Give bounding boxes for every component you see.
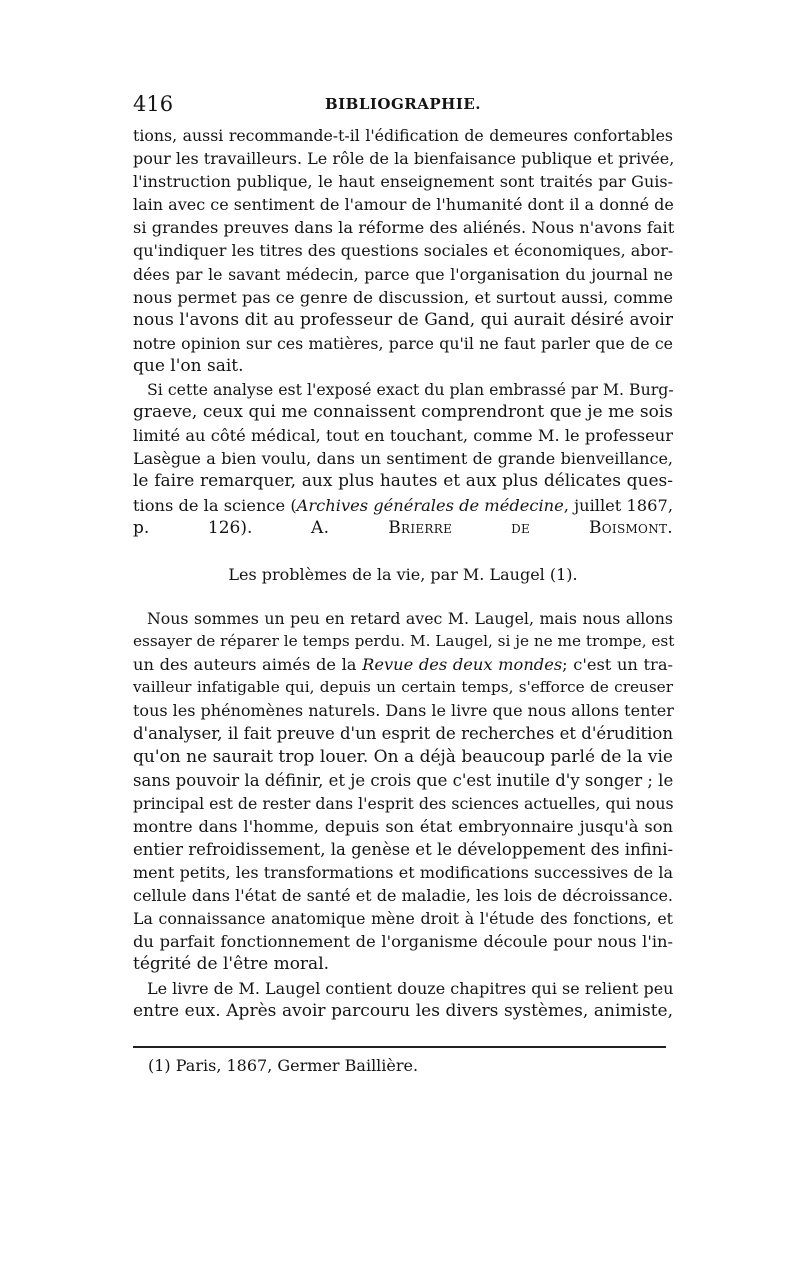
text-line: limité au côté médical, tout en touchant, comme M. le professeur — [133, 426, 673, 446]
text-line: que l'on sait. — [133, 355, 244, 376]
text-line: essayer de réparer le temps perdu. M. Laugel, si je ne me trompe, est — [133, 632, 675, 651]
text-line: La connaissance anatomique mène droit à l'étude des fonctions, et — [133, 909, 673, 929]
text-line: vailleur infatigable qui, depuis un certain temps, s'efforce de creuser — [133, 678, 673, 697]
text-line: si grandes preuves dans la réforme des aliénés. Nous n'avons fait — [133, 218, 675, 238]
text-line: tions, aussi recommande-t-il l'édification de demeures confortables — [133, 126, 673, 145]
footnote-rule — [133, 1046, 666, 1048]
text-line: Le livre de M. Laugel contient douze chapitres qui se relient peu — [147, 978, 674, 998]
text-line: dées par le savant médecin, parce que l'organisation du journal ne — [133, 264, 673, 284]
text-line: tégrité de l'être moral. — [133, 954, 330, 975]
text-line: Lasègue a bien voulu, dans un sentiment de grande bienveillance, — [133, 449, 673, 469]
text-line: nous l'avons dit au professeur de Gand, qui aurait désiré avoir — [133, 309, 673, 330]
text-line: le faire remarquer, aux plus hautes et aux plus délicates ques- — [133, 471, 673, 492]
citation-after: , juillet 1867, — [563, 495, 673, 515]
text-line: Nous sommes un peu en retard avec M. Laugel, mais nous allons — [147, 609, 673, 628]
footnote: (1) Paris, 1867, Germer Baillière. — [148, 1056, 419, 1075]
text-line: graeve, ceux qui me connaissent comprendront que je me sois — [133, 402, 673, 423]
citation-page: p. 126). — [133, 517, 253, 538]
revue-title: Revue des deux mondes — [362, 655, 563, 675]
text-line: du parfait fonctionnement de l'organisme découle pour nous l'in- — [133, 932, 673, 952]
text-line: l'instruction publique, le haut enseignement sont traités par Guis- — [133, 172, 673, 192]
text-line: d'analyser, il fait preuve d'un esprit de recherches et d'érudition — [133, 724, 673, 744]
review-laugel — [133, 607, 673, 1023]
text-line: sans pouvoir la définir, et je crois que c'est inutile d'y songer ; le — [133, 770, 674, 790]
text-line: Si cette analyse est l'exposé exact du plan embrassé par M. Burg- — [147, 380, 674, 400]
review-continuation — [133, 124, 673, 540]
text-line: entre eux. Après avoir parcouru les divers systèmes, animiste, — [133, 1000, 673, 1021]
text-line: pour les travailleurs. Le rôle de la bienfaisance publique et privée, — [133, 149, 675, 169]
text-line: qu'indiquer les titres des questions sociales et économiques, abor- — [133, 241, 674, 261]
journal-title: Archives générales de médecine — [296, 495, 564, 515]
page-number: 416 — [133, 92, 174, 116]
citation-before: tions de la science ( — [133, 495, 297, 515]
revue-line — [133, 653, 673, 676]
section-title: Les problèmes de la vie, par M. Laugel (1). — [228, 565, 578, 584]
text-line: notre opinion sur ces matières, parce qu'il ne faut parler que de ce — [133, 333, 673, 353]
text-line: montre dans l'homme, depuis son état embryonnaire jusqu'à son — [133, 816, 673, 836]
text-line: principal est de rester dans l'esprit des sciences actuelles, qui nous — [133, 793, 674, 813]
review-author: A. Brierre de Boismont. — [311, 517, 673, 538]
text-line: lain avec ce sentiment de l'amour de l'humanité dont il a donné de — [133, 195, 674, 215]
signature-line — [133, 517, 673, 540]
running-head: BIBLIOGRAPHIE. — [324, 95, 482, 113]
revue-before: un des auteurs aimés de la — [133, 655, 363, 675]
citation-line — [133, 494, 673, 517]
text-line: cellule dans l'état de santé et de maladie, les lois de décroissance. — [133, 886, 673, 906]
page-header — [133, 92, 673, 122]
text-line: tous les phénomènes naturels. Dans le livre que nous allons tenter — [133, 701, 674, 721]
text-line: qu'on ne saurait trop louer. On a déjà beaucoup parlé de la vie — [133, 746, 673, 767]
text-line: ment petits, les transformations et modifications successives de la — [133, 863, 673, 883]
text-line: nous permet pas ce genre de discussion, et surtout aussi, comme — [133, 287, 673, 307]
text-line: entier refroidissement, la genèse et le développement des infini- — [133, 839, 674, 859]
revue-after: ; c'est un tra- — [562, 655, 674, 675]
